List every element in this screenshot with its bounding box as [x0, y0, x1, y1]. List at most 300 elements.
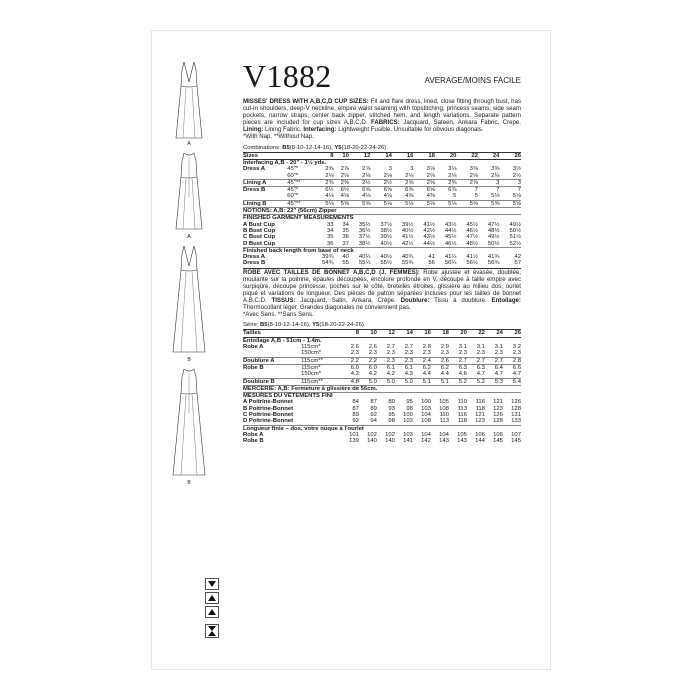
yardage-value: 2⅝ — [435, 179, 457, 186]
yardage-value: 4⅛ — [340, 193, 349, 200]
length-value: 40 — [342, 254, 349, 261]
yardage-value: 5⅛ — [435, 200, 457, 207]
yardage-value: 2⅛ — [405, 172, 414, 179]
yardage-row — [243, 187, 521, 194]
length-value: 102 — [367, 431, 377, 438]
yardage-value: 3 — [388, 166, 392, 173]
pattern-symbols — [205, 578, 221, 640]
yardage-value: 2.3 — [395, 357, 413, 364]
yardage-value: 5.2 — [467, 378, 485, 385]
yardage-value: 4⅜ — [426, 193, 435, 200]
measurement-value: 128 — [493, 418, 503, 425]
line-art-column — [165, 60, 225, 486]
length-value: 103 — [403, 431, 413, 438]
measurement-value: 38½ — [380, 227, 392, 234]
finished-label: FINISHED GARMENT MEASUREMENTS — [243, 215, 521, 222]
measurement-value: 100 — [403, 412, 413, 419]
yardage-value: 2⅛ — [362, 172, 371, 179]
yardage-value: 2.3 — [404, 350, 413, 357]
interfacing-text: Lightweight Fusible. Unsuitable for obvious diagonals. — [338, 126, 484, 134]
yardage-value: 4.3 — [404, 371, 413, 378]
yardage-value: 5.3 — [485, 378, 503, 385]
yardage-value: 7 — [478, 187, 500, 194]
length-value: 101 — [349, 431, 359, 438]
interfacing-text: Thermocollant léger. Grandes diagonales ne conviennent pas. — [243, 304, 411, 312]
measurement-value: 87 — [370, 399, 377, 406]
yardage-value: 5.0 — [395, 378, 413, 385]
measurement-value: 113 — [439, 418, 449, 425]
notions-cell — [243, 208, 521, 215]
measurement-value: 92 — [370, 412, 377, 419]
notions-label: NOTIONS: A,B: — [243, 208, 286, 215]
yardage-value: 2.8 — [422, 344, 431, 351]
length-value: 144 — [475, 438, 485, 445]
nap-note: *Avec Sens. **Sans Sens. — [243, 311, 314, 319]
short-dress-back-icon — [167, 151, 211, 233]
interfacing-label: Interfacing: — [303, 126, 337, 134]
yardage-row — [243, 200, 521, 207]
yardage-value: 2.4 — [413, 357, 431, 364]
size-header: 20 — [449, 330, 467, 337]
measurement-value: 123 — [493, 405, 503, 412]
yardage-value: 4.2 — [368, 371, 377, 378]
back-length-heading — [243, 425, 521, 432]
measurement-value: 34 — [326, 227, 334, 234]
header — [243, 60, 521, 96]
combo-b5: B5 — [260, 322, 268, 329]
yardage-value: 2⅛ — [325, 172, 334, 179]
length-value: 55½ — [380, 260, 392, 267]
yardage-value: 4⅛ — [362, 193, 371, 200]
measurement-value: 50½ — [509, 227, 521, 234]
measurement-value: 93 — [388, 405, 395, 412]
yardage-value: 6.2 — [431, 364, 449, 371]
pattern-details — [243, 60, 521, 445]
yardage-value: 4.2 — [386, 371, 395, 378]
yardage-value: 2½ — [512, 172, 521, 179]
combo-y5: Y5 — [312, 322, 320, 329]
measurement-value: 46½ — [444, 240, 457, 247]
short-dress-front-icon — [167, 60, 211, 140]
measurement-value: 87 — [352, 405, 359, 412]
yardage-value: 6⅝ — [349, 187, 371, 194]
row-label: Dress B — [243, 260, 266, 267]
yardage-value: 2.7 — [485, 357, 503, 364]
lining-label: Lining: — [243, 126, 264, 134]
size-header: 22 — [456, 152, 478, 159]
length-value: 139 — [349, 438, 359, 445]
yardage-value: 3.1 — [458, 344, 467, 351]
measurement-value: 49½ — [487, 234, 500, 241]
size-header: 10 — [359, 330, 377, 337]
length-value: 145 — [511, 438, 521, 445]
length-value: 56 — [428, 260, 435, 267]
measurement-value: 49½ — [509, 221, 521, 228]
fabric-width: 115cm* — [301, 364, 341, 371]
size-header: 16 — [392, 152, 414, 159]
yardage-value: 4.4 — [422, 371, 431, 378]
yardage-value: 6.1 — [395, 364, 413, 371]
yardage-value: 6.1 — [377, 364, 395, 371]
length-value: 40¼ — [358, 254, 371, 261]
measurement-value: 37 — [342, 240, 349, 247]
fabric-width: 45"* — [287, 166, 299, 173]
size-header: 22 — [467, 330, 485, 337]
yardage-value: 2⅛ — [383, 172, 392, 179]
measurement-value: 35½ — [358, 221, 371, 228]
row-label: Doublure B — [243, 378, 301, 385]
back-length-label: Longueur finie – dos, votre nuque à l'ourlet — [243, 425, 521, 432]
yardage-value: 5.0 — [359, 378, 377, 385]
description-body: Fit and flare dress, lined, close fitting through bust, has cut-in shoulders, deep-V neckline, empire waist seaming with topstitching, princess seams, side seam pockets, narrow straps, center back zipper, stitched hem, and length variations. Separate pattern pieces are included for cup sizes A,B,C,D. — [243, 98, 521, 127]
yardage-value: 6⅝ — [370, 187, 392, 194]
length-value: 140 — [367, 438, 377, 445]
measurement-value: 43½ — [423, 234, 435, 241]
combo-b5: B5 — [282, 144, 290, 151]
notions-row — [243, 208, 521, 215]
yardage-row — [243, 378, 521, 385]
yardage-value: 5⅛ — [512, 193, 521, 200]
description-body: Robe ajustée et évasée, doublée, moulante sur la poitrine, épaules découpées, encolure profonde en V, découpe à taille empire avec surpiqûre, découpe princesse, poches sur le côté, bretelles étroites, glissière au milieu dos, ourlet piqué et variations de longueur. Des pièces de patron séparées incluses pour les tailles de bonnet A,B,C,D. — [243, 268, 521, 305]
yardage-row — [243, 364, 521, 371]
fabrics-label: TISSUS: — [271, 297, 296, 305]
yardage-value: 4.7 — [494, 371, 503, 378]
yardage-value: 6.4 — [485, 364, 503, 371]
row-label: B Bust Cup — [243, 227, 276, 234]
yardage-value: 4.7 — [512, 371, 521, 378]
finished-label: MESURES DU VÊTEMENTS FINI — [243, 393, 521, 400]
length-value: 41 — [428, 254, 435, 261]
yardage-value: 2.6 — [431, 357, 449, 364]
finished-measurements-heading — [243, 393, 521, 400]
row-label: B Poitrine-Bonnet — [243, 405, 294, 412]
combinations-label: Combinations: — [243, 144, 281, 151]
yardage-value: 2½ — [370, 179, 392, 186]
measurement-value: 103 — [421, 405, 431, 412]
row-label: C Poitrine-Bonnet — [243, 412, 294, 419]
size-header: 14 — [395, 330, 413, 337]
notions-text: 22" (56cm) Zipper — [286, 208, 337, 215]
yardage-value: 4⅛ — [325, 193, 334, 200]
yardage-table-en — [243, 152, 521, 267]
description-title: ROBE AVEC TAILLES DE BONNET A,B,C,D (J. FEMMES): — [243, 268, 420, 276]
measurement-value: 105 — [439, 399, 449, 406]
length-value: 107 — [511, 431, 521, 438]
yardage-value: 2⅜ — [312, 179, 334, 186]
measurement-value: 98 — [406, 405, 413, 412]
length-value: 104 — [439, 431, 449, 438]
fabrics-text: Jacquard, Satin, Ankara, Crêpe. — [300, 297, 396, 305]
measurement-value: 37½ — [380, 221, 392, 228]
combo-b5-sizes: (8-10-12-14-16), — [289, 144, 333, 151]
measurement-value: 46½ — [466, 227, 478, 234]
yardage-value: 6.0 — [341, 364, 359, 371]
measurement-value: 118 — [475, 405, 485, 412]
measurement-value: 50½ — [487, 240, 500, 247]
fabric-width: 45"** — [287, 200, 312, 207]
measurement-value: 121 — [475, 412, 485, 419]
measurement-value: 126 — [493, 412, 503, 419]
measurement-value: 52½ — [509, 240, 521, 247]
difficulty-level: AVERAGE/MOINS FACILE — [424, 76, 521, 85]
measurement-value: 34 — [342, 221, 349, 228]
notions-row — [243, 385, 521, 392]
size-header: 12 — [377, 330, 395, 337]
yardage-value: 2⅛ — [448, 172, 457, 179]
fabric-width: 150cm* — [301, 350, 322, 357]
lining-text: Lining Fabric. — [265, 126, 302, 134]
length-value: 55¾ — [401, 260, 414, 267]
measurement-value: 36 — [342, 234, 349, 241]
yardage-value: 3⅛ — [448, 166, 457, 173]
measurement-value: 116 — [457, 412, 467, 419]
yardage-value: 3.1 — [494, 344, 503, 351]
row-label: A Bust Cup — [243, 221, 275, 228]
length-value: 143 — [439, 438, 449, 445]
yardage-value: 5⅛ — [491, 193, 500, 200]
length-value: 54¾ — [322, 260, 334, 267]
fabric-width: 60"* — [287, 172, 299, 179]
length-value: 39¾ — [322, 254, 334, 261]
yardage-value: 2.7 — [449, 357, 467, 364]
sizes-label: Tailles — [243, 330, 341, 337]
hourglass-icon — [205, 624, 219, 638]
yardage-value: 4.4 — [440, 371, 449, 378]
back-length-row — [243, 260, 521, 266]
yardage-value: 3⅜ — [491, 166, 500, 173]
yardage-value: 2.3 — [440, 350, 449, 357]
yardage-value: 2.3 — [512, 350, 521, 357]
combo-y5-sizes: (18-20-22-24-26) — [341, 144, 387, 151]
length-value: 102 — [385, 431, 395, 438]
yardage-value: 2.2 — [359, 357, 377, 364]
length-value: 41¾ — [487, 254, 500, 261]
yardage-value: 2⅞ — [456, 179, 478, 186]
yardage-value: 4.8 — [341, 378, 359, 385]
row-label: Robe B — [243, 438, 264, 445]
sizes-label: Sizes — [243, 152, 312, 159]
triangle-up-icon — [205, 592, 219, 604]
length-value: 56¾ — [487, 260, 500, 267]
measurement-value: 39½ — [380, 234, 392, 241]
yardage-value: 2½ — [349, 179, 371, 186]
row-label — [243, 350, 301, 357]
fabric-width: 115cm** — [301, 378, 341, 385]
yardage-value: 5⅝ — [478, 200, 500, 207]
yardage-value: 5⅝ — [334, 200, 349, 207]
combo-y5-sizes: (18-20-22-24-26) — [319, 322, 364, 329]
row-label — [243, 371, 301, 378]
yardage-value: 3.1 — [476, 344, 485, 351]
yardage-value: 2.3 — [494, 350, 503, 357]
combo-y5: Y5 — [334, 144, 342, 151]
measurement-value: 36 — [326, 240, 334, 247]
length-value: 105 — [457, 431, 467, 438]
measurement-value: 108 — [421, 418, 431, 425]
yardage-value: 2.3 — [422, 350, 431, 357]
measurement-value: 41½ — [423, 221, 435, 228]
row-label — [243, 193, 287, 200]
measurement-value: 44½ — [423, 240, 435, 247]
yardage-value: 2.3 — [350, 350, 359, 357]
yardage-value: 6⅞ — [435, 187, 457, 194]
measurement-value: 89 — [388, 399, 395, 406]
measurement-value: 100 — [421, 399, 431, 406]
measurement-value: 121 — [493, 399, 503, 406]
size-header: 10 — [334, 152, 349, 159]
notions-text: Fermeture à glissière de 56cm. — [291, 385, 378, 392]
triangle-down-icon — [205, 578, 219, 590]
length-value: 55¼ — [358, 260, 371, 267]
length-value: 42 — [514, 254, 521, 261]
measurement-value: 133 — [511, 418, 521, 425]
yardage-value: 2.3 — [476, 350, 485, 357]
yardage-value: 7 — [499, 187, 521, 194]
measurement-value: 104 — [421, 412, 431, 419]
yardage-value: 2.8 — [503, 357, 521, 364]
row-label: Doublure A — [243, 357, 301, 364]
measurement-value: 37½ — [358, 234, 371, 241]
yardage-value: 6½ — [312, 187, 334, 194]
description-title: MISSES' DRESS WITH A,B,C,D CUP SIZES: — [243, 98, 369, 105]
yardage-row — [243, 179, 521, 186]
yardage-value: 3 — [478, 179, 500, 186]
combinations-label: Série: — [243, 322, 259, 329]
yardage-value: 3 — [410, 166, 414, 173]
measurement-value: 41½ — [401, 234, 414, 241]
row-label: Lining B — [243, 200, 287, 207]
yardage-value: 4⅜ — [405, 193, 414, 200]
size-header: 18 — [413, 152, 435, 159]
row-label: Dress A — [243, 254, 266, 261]
measurement-row — [243, 241, 521, 248]
length-value: 56¼ — [444, 260, 457, 267]
figure-label: B — [187, 480, 191, 486]
yardage-value: 4⅛ — [383, 193, 392, 200]
row-label: D Poitrine-Bonnet — [243, 418, 294, 425]
measurement-value: 94 — [370, 418, 377, 425]
measurement-value: 44½ — [444, 227, 457, 234]
yardage-value: 2.2 — [341, 357, 359, 364]
figure-label: A — [187, 141, 191, 147]
yardage-value: 5 — [474, 193, 478, 200]
row-label: Robe B — [243, 364, 301, 371]
length-value: 104 — [421, 431, 431, 438]
length-value: 55 — [342, 260, 349, 267]
measurement-value: 116 — [475, 399, 485, 406]
measurement-value: 92 — [352, 418, 359, 425]
size-header: 24 — [478, 152, 500, 159]
fabric-width: 60"* — [287, 193, 299, 200]
yardage-value: 2⅛ — [469, 172, 478, 179]
yardage-value: 6⅝ — [392, 187, 414, 194]
dress-b-back — [167, 367, 211, 486]
figure-label: B — [187, 357, 191, 363]
yardage-value: 5.4 — [503, 378, 521, 385]
interfacing-row — [243, 159, 521, 166]
row-label — [243, 173, 287, 180]
row-label: A Poitrine-Bonnet — [243, 399, 293, 406]
measurement-value: 108 — [439, 405, 449, 412]
fabrics-text: Jacquard, Sateen, Ankara Fabric, Crepe. — [403, 119, 521, 127]
fabric-width: 115cm** — [301, 357, 341, 364]
measurement-value: 113 — [457, 405, 467, 412]
yardage-row — [243, 357, 521, 364]
fabric-width: 115cm* — [301, 344, 321, 351]
description-en — [243, 98, 521, 141]
yardage-value: 6.2 — [413, 364, 431, 371]
yardage-value: 2⅝ — [325, 166, 334, 173]
yardage-value: 3½ — [512, 166, 521, 173]
yardage-value: 2.3 — [458, 350, 467, 357]
size-header: 18 — [431, 330, 449, 337]
length-value: 57 — [514, 260, 521, 267]
row-label: Dress B — [243, 187, 287, 194]
yardage-value: 6.3 — [467, 364, 485, 371]
yardage-value: 6.3 — [449, 364, 467, 371]
yardage-value: 5⅝ — [349, 200, 371, 207]
yardage-value: 5 — [453, 193, 457, 200]
pattern-number: V1882 — [243, 58, 332, 94]
length-value: 106 — [493, 431, 503, 438]
yardage-value: 2⅛ — [340, 172, 349, 179]
measurement-value: 131 — [511, 412, 521, 419]
measurement-value: 45½ — [444, 234, 457, 241]
measurement-value: 95 — [406, 399, 413, 406]
yardage-value: 2.3 — [377, 357, 395, 364]
measurement-value: 123 — [475, 418, 485, 425]
yardage-value: 2.7 — [404, 344, 413, 351]
size-header: 26 — [499, 152, 521, 159]
yardage-table-fr — [243, 329, 521, 444]
length-value: 145 — [493, 438, 503, 445]
dress-b-front — [167, 244, 211, 363]
triangle-up-icon — [205, 606, 219, 618]
yardage-row — [243, 173, 521, 180]
size-header: 24 — [485, 330, 503, 337]
measurement-value: 33 — [326, 221, 334, 228]
yardage-row — [243, 371, 521, 378]
measurement-value: 118 — [457, 418, 467, 425]
yardage-value: 2.6 — [368, 344, 377, 351]
measurement-value: 110 — [457, 399, 467, 406]
yardage-value: 2⅛ — [426, 172, 435, 179]
yardage-row — [243, 193, 521, 200]
yardage-value: 2.6 — [350, 344, 359, 351]
yardage-value: 3⅛ — [426, 166, 435, 173]
length-value: 143 — [457, 438, 467, 445]
length-value: 140 — [385, 438, 395, 445]
yardage-value: 4.2 — [350, 371, 359, 378]
interfacing-label: Entoilage: — [491, 297, 521, 305]
row-label: Lining A — [243, 179, 287, 186]
measurement-value: 98 — [388, 418, 395, 425]
row-label: Robe A — [243, 344, 264, 351]
yardage-value: 2.3 — [368, 350, 377, 357]
yardage-value: 5⅝ — [499, 200, 521, 207]
row-label: D Bust Cup — [243, 240, 276, 247]
measurement-value: 48½ — [466, 240, 478, 247]
yardage-value: 5.2 — [449, 378, 467, 385]
yardage-value: 2.7 — [467, 357, 485, 364]
yardage-value: 6⅝ — [413, 187, 435, 194]
measurement-value: 110 — [439, 412, 449, 419]
yardage-value: 2⅜ — [334, 179, 349, 186]
measurement-value: 47½ — [466, 234, 478, 241]
measurement-value: 126 — [511, 399, 521, 406]
measurement-value: 40½ — [380, 240, 392, 247]
measurement-value: 40½ — [401, 227, 414, 234]
